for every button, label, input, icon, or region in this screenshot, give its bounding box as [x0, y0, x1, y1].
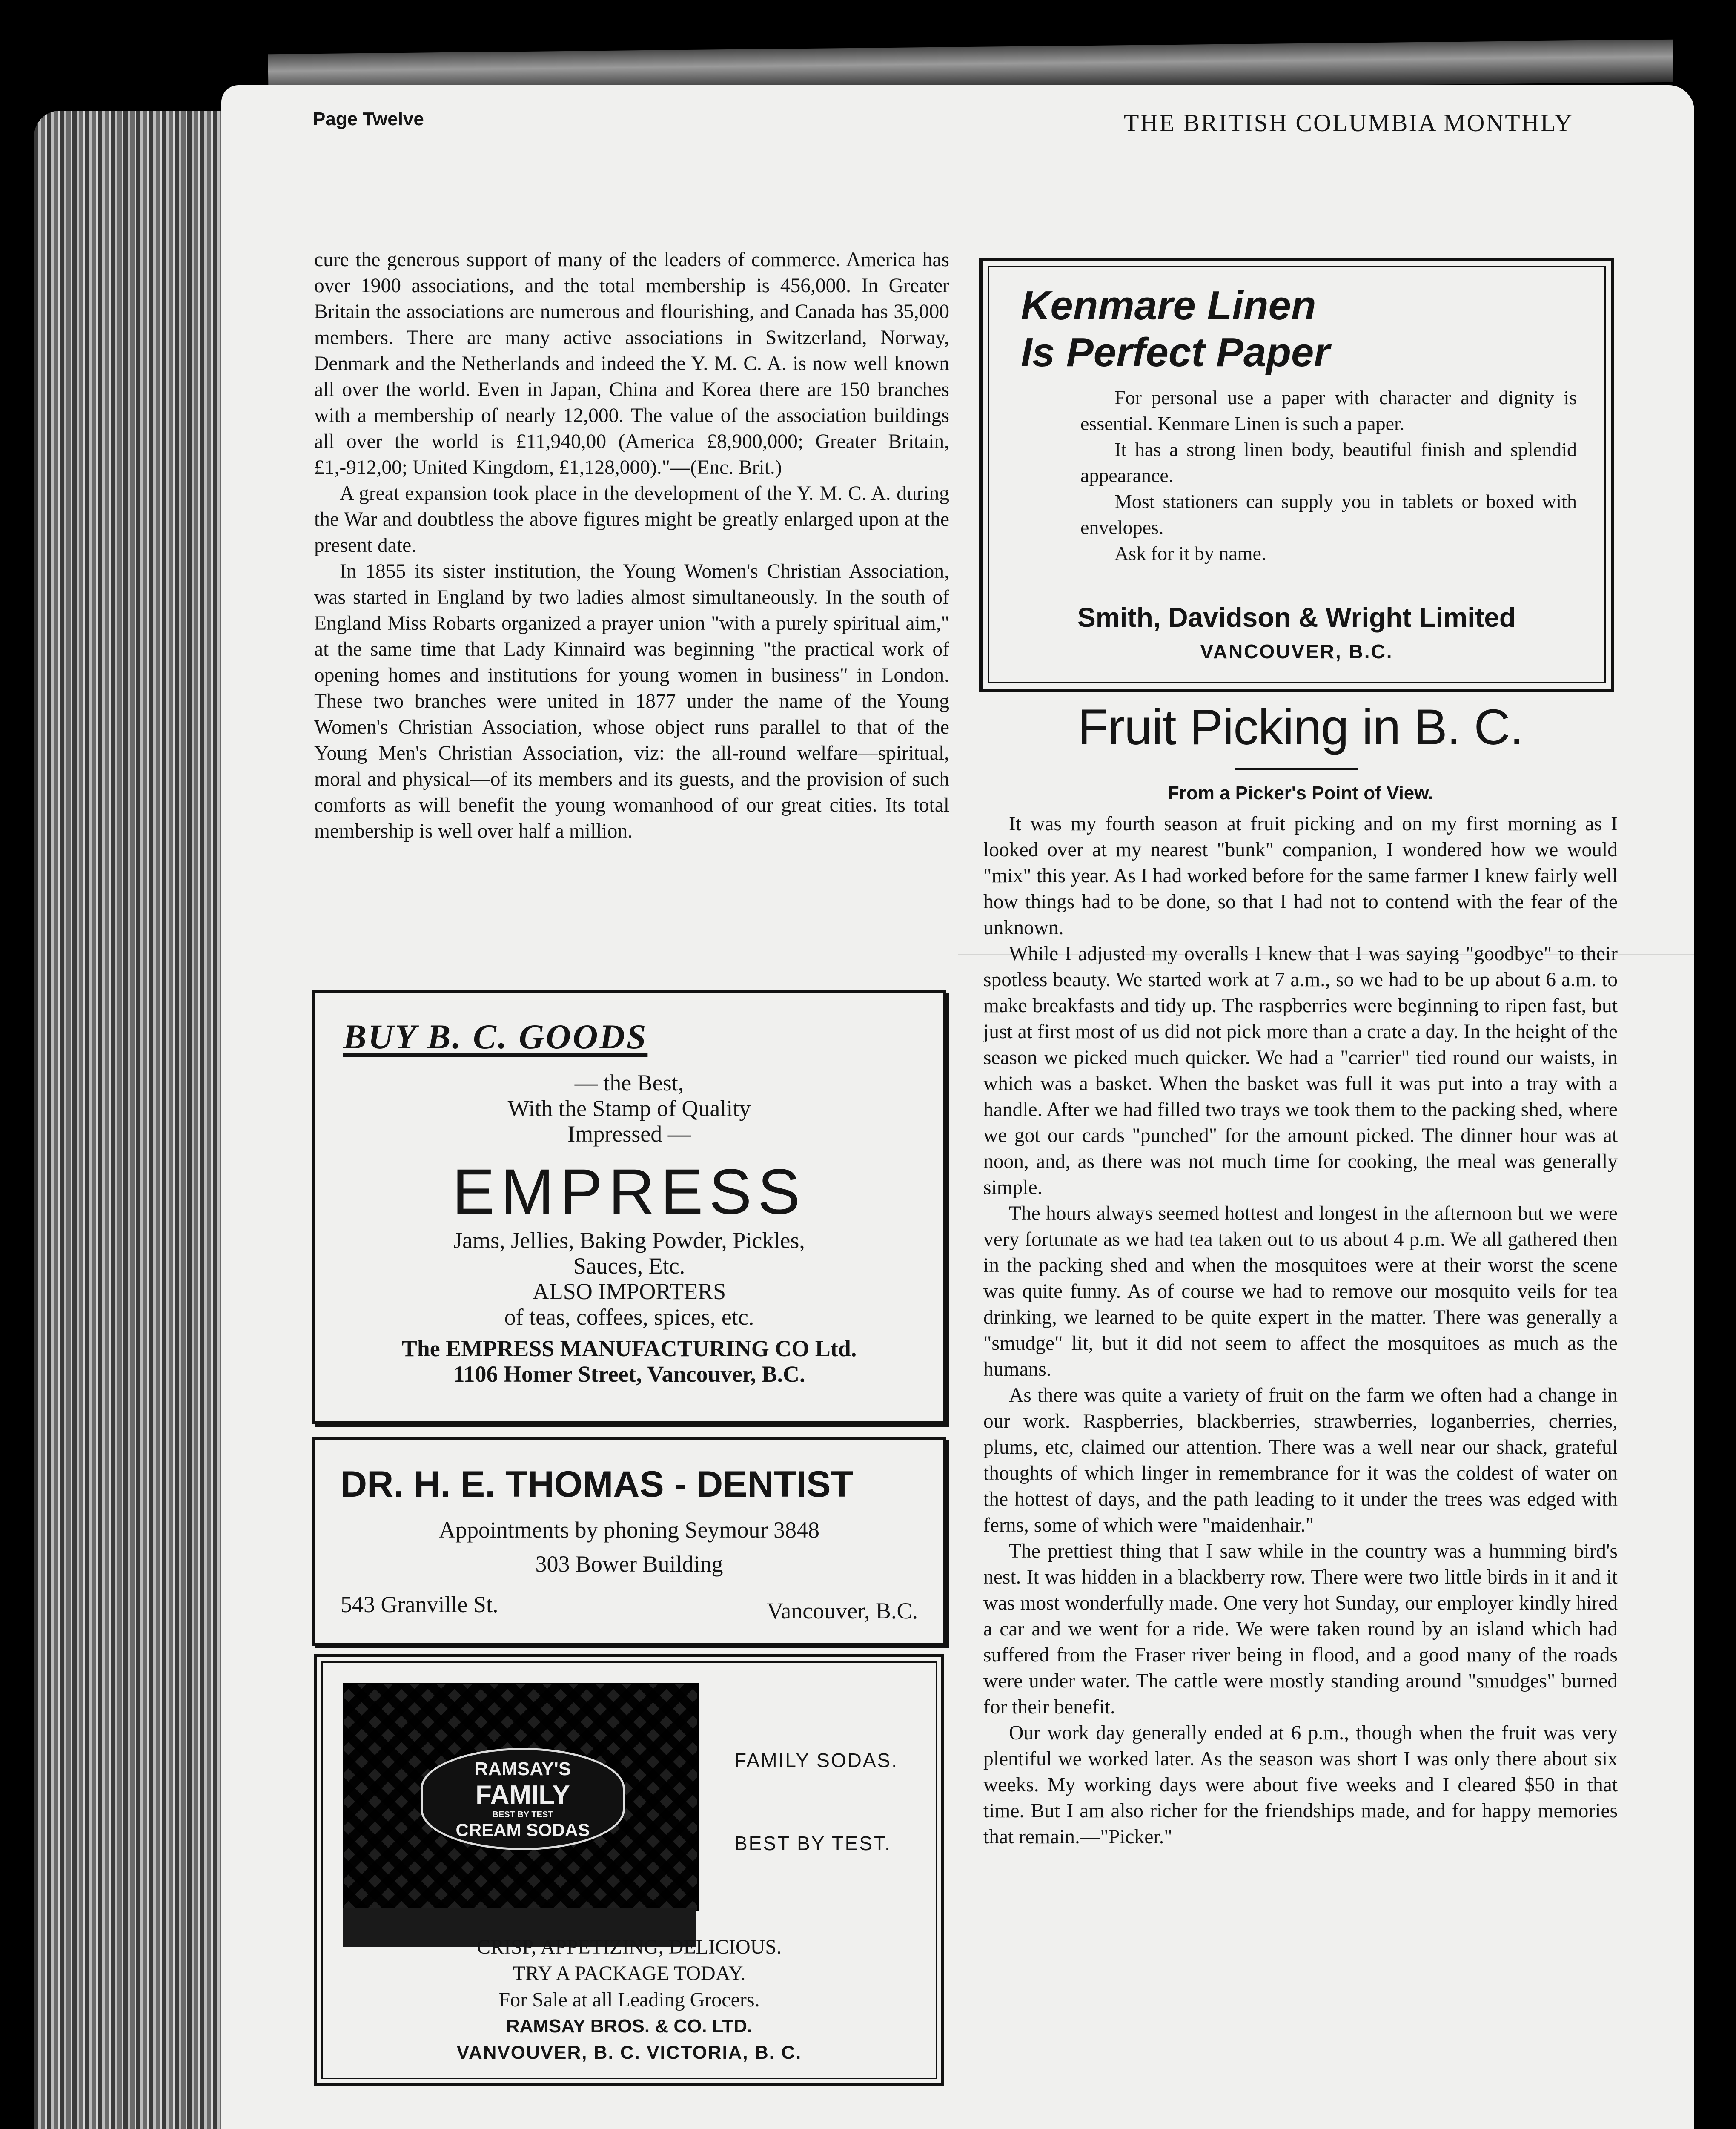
page-number: Page Twelve: [313, 109, 424, 129]
ad-text: — the Best,: [574, 1070, 684, 1096]
ad-headline: [1021, 282, 1330, 376]
ad-headline-line2: Is Perfect Paper: [1021, 330, 1330, 375]
ad-paragraph: Most stationers can supply you in tablets or boxed with envelopes.: [1080, 491, 1577, 538]
ad-city: VANCOUVER, B.C.: [1200, 640, 1393, 663]
paragraph: As there was quite a variety of fruit on the farm we often had a change in our work. Raspberries, blackberries, strawberries, loganberries, cherries, plums, etc, claimed our attention. There was a well near our shack, grateful thoughts of which linger in remembrance for it was the coldest of water on the hottest of days, and the path leading to it under the trees was edged with ferns, some of which were "maidenhair.": [983, 1384, 1618, 1536]
company-suffix: Ltd.: [815, 1336, 857, 1361]
ad-headline: DR. H. E. THOMAS - DENTIST: [341, 1464, 853, 1505]
dentist-advertisement: [312, 1437, 946, 1646]
publication-title: THE BRITISH COLUMBIA MONTHLY: [1124, 109, 1574, 137]
book-page-edges: [34, 111, 221, 2129]
ad-paragraph: For personal use a paper with character and dignity is essential. Kenmare Linen is such a paper.: [1080, 387, 1577, 434]
paragraph: In 1855 its sister institution, the Young Women's Christian Association, was started in England by two ladies almost simultaneously. In the south of England Miss Robarts organized a prayer union "with a purely spiritual aim," at the same time that Lady Kinnaird was beginning "the practical work of opening homes and institutions for young women in business" in London. These two branches were united in 1877 under the name of the Young Women's Christian Association, whose object runs parallel to that of the Young Men's Christian Association, viz: the all-round welfare—spiritual, moral and physical—of its members and its guests, and the provision of such comforts as will benefit the young womanhood of our great cities. Its total membership is well over half a million.: [314, 560, 949, 842]
box-best: BEST BY TEST: [492, 1810, 553, 1819]
box-family: FAMILY: [476, 1780, 570, 1810]
paragraph: While I adjusted my overalls I knew that I was saying "goodbye" to their spotless beauty. We started work at 7 a.m., so we had to be up about 6 a.m. to make breakfasts and tidy up. The raspberries were beginning to ripen fast, but just at first most of us did not pick more than a crate a day. In the height of the season we picked much quicker. We had a "carrier" tied round our waists, in which was a basket. When the basket was full it was put into a tray with a handle. After we had filled two trays we took them to the packing shed, where we got our cards "punched" for the amount picked. The dinner hour was at noon, and, as there was not much time for cooking, the meal was generally simple.: [983, 943, 1618, 1199]
paragraph: Our work day generally ended at 6 p.m., though when the fruit was very plentiful we worked later. As the season was short I was only there about six weeks. My working days were about five weeks and I cleared $50 in that time. But I am also richer for the friendships made, and for happy memories that remain.—"Picker.": [983, 1722, 1618, 1848]
ad-text: 303 Bower Building: [535, 1551, 723, 1577]
ad-text: TRY A PACKAGE TODAY.: [513, 1962, 746, 1985]
ad-text: Impressed —: [567, 1121, 691, 1147]
ad-company: RAMSAY BROS. & CO. LTD.: [506, 2016, 753, 2037]
company-line: [315, 1336, 943, 1361]
ad-text: Appointments by phoning Seymour 3848: [439, 1517, 819, 1543]
ad-text: CRISP, APPETIZING, DELICIOUS.: [476, 1936, 782, 1958]
ad-footer: [317, 1934, 941, 2066]
ad-body: [1080, 384, 1577, 566]
ad-address: 543 Granville St.: [341, 1592, 498, 1617]
kenmare-advertisement: [979, 258, 1614, 692]
box-brand: RAMSAY'S: [474, 1759, 571, 1779]
left-column-text: [314, 247, 949, 844]
title-rule: [1235, 768, 1358, 770]
ad-text: Jams, Jellies, Baking Powder, Pickles,: [453, 1228, 805, 1253]
paragraph: The hours always seemed hottest and longest in the afternoon but we were very fortunate as we had tea taken out to us about 4 p.m. We all gathered then in the packing shed and when the mosquitoes were at their worst the scene was quite funny. As of course we had to remove our mosquito veils for tea drinking, we learned to be quite expert in the matter. There was generally a "smudge" lit, but it did not seem to affect the mosquitoes as much as the humans.: [983, 1202, 1618, 1380]
paragraph: It was my fourth season at fruit picking and on my first morning as I looked over at my nearest "bunk" companion, I wondered how we would "mix" this year. As I had worked before for the same farmer I knew fairly well how things had to be done, so that I had not to contend with the fear of the unknown.: [983, 813, 1618, 939]
ad-company: Smith, Davidson & Wright Limited: [1077, 602, 1516, 633]
box-label: [421, 1748, 625, 1850]
paragraph: cure the generous support of many of the leaders of commerce. America has over 1900 associations, and the total membership is 456,000. In Greater Britain the associations are numerous and flourishing, and Canada has 35,000 members. There are many active associations in Switzerland, Norway, Denmark and the Netherlands and indeed the Y. M. C. A. is now well known all over the world. Even in Japan, China and Korea there are 150 branches with a membership of nearly 12,000. The value of the association buildings all over the world is £11,940,00 (America £8,900,000; Greater Britain, £1,-912,00; United Kingdom, £1,128,000)."—(Enc. Brit.): [314, 249, 949, 479]
ad-headline: BUY B. C. GOODS: [343, 1017, 648, 1056]
cracker-box-picture: [343, 1683, 699, 1911]
ad-text: BEST BY TEST.: [734, 1832, 891, 1854]
company-address: 1106 Homer Street, Vancouver, B.C.: [453, 1361, 805, 1387]
ad-headline-line1: Kenmare Linen: [1021, 283, 1316, 328]
ad-text: For Sale at all Leading Grocers.: [498, 1988, 760, 2011]
ad-city: Vancouver, B.C.: [767, 1598, 918, 1624]
article-title: Fruit Picking in B. C.: [1077, 699, 1524, 755]
ad-paragraph: It has a strong linen body, beautiful finish and splendid appearance.: [1080, 439, 1577, 486]
company-name: EMPRESS MANUFACTURING CO: [446, 1336, 810, 1361]
article-subtitle: From a Picker's Point of View.: [1167, 783, 1434, 803]
company-prefix: The: [401, 1336, 440, 1361]
empress-advertisement: [312, 990, 946, 1424]
ad-text: With the Stamp of Quality: [507, 1096, 751, 1121]
paragraph: A great expansion took place in the development of the Y. M. C. A. during the War and doubtless the above figures might be greatly enlarged upon at the present date.: [314, 482, 949, 557]
ad-text: of teas, coffees, spices, etc.: [504, 1304, 754, 1330]
ad-cities: VANVOUVER, B. C. VICTORIA, B. C.: [456, 2042, 802, 2063]
article-body: [983, 811, 1618, 1850]
ad-text: FAMILY SODAS.: [734, 1749, 898, 1771]
box-product: CREAM SODAS: [455, 1820, 590, 1840]
ramsay-advertisement: [314, 1654, 944, 2086]
ad-text: ALSO IMPORTERS: [532, 1279, 726, 1304]
ad-paragraph: Ask for it by name.: [1114, 542, 1266, 564]
brand-name: EMPRESS: [452, 1156, 806, 1227]
paragraph: The prettiest thing that I saw while in the country was a humming bird's nest. It was hidden in a blackberry row. There were two little birds in it and it was most wonderfully made. One very hot Sunday, our employer kindly hired a car and we went for a ride. We were taken round by an island which had suffered from the Fraser river being in flood, and a good many of the roads were under water. The cattle were mostly standing around "smudges" burned for their benefit.: [983, 1540, 1618, 1718]
ad-text: Sauces, Etc.: [573, 1253, 685, 1279]
